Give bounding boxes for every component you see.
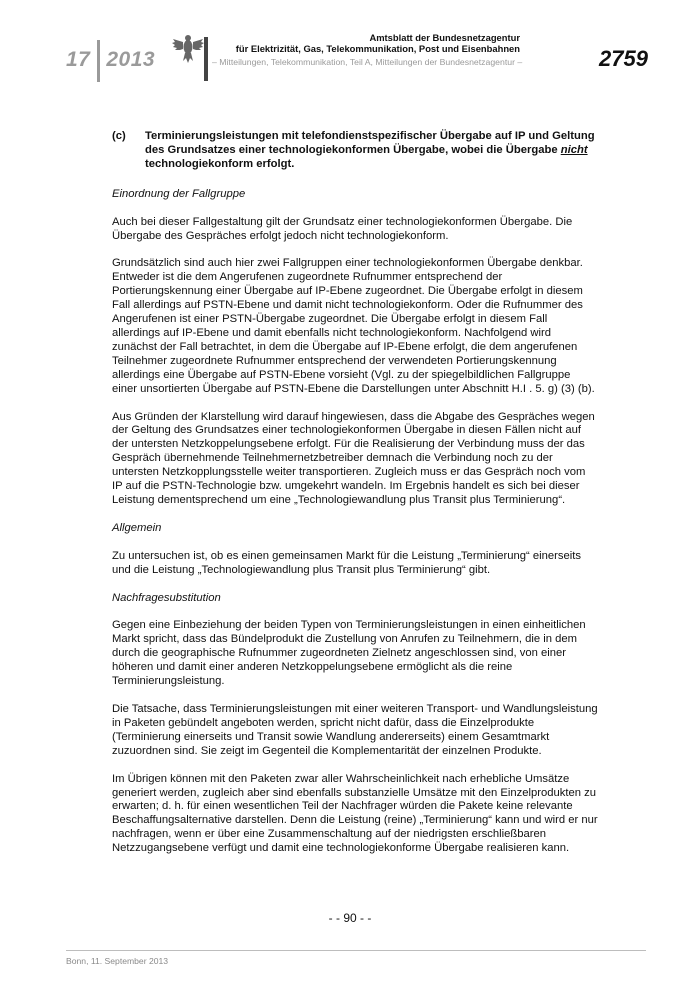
subheading-allgemein: Allgemein bbox=[112, 521, 162, 534]
section-title-emphasis: nicht bbox=[560, 143, 588, 156]
subheading-nachfragesubstitution: Nachfragesubstitution bbox=[112, 591, 221, 604]
paragraph: Die Tatsache, dass Terminierungsleistungen mit einer weiteren Transport- und Wandlungsleistung in Paketen gebündelt angeboten werden, spricht nicht dafür, dass die Einzelprodukte (Terminierung einerseits und Transit sowie Wandlung andererseits) einem Gesamtmarkt zuzuordnen sind. Sie zeigt im Gegenteil die Komplementarität der einzelnen Produkte. bbox=[112, 703, 598, 757]
section-title bbox=[145, 130, 598, 172]
publisher-line-2: für Elektrizität, Gas, Telekommunikation, Post und Eisenbahnen bbox=[235, 43, 520, 54]
paragraph: Aus Gründen der Klarstellung wird darauf hingewiesen, dass die Abgabe des Gespräches wegen der Geltung des Grundsatzes einer technologiekonformen Übergabe in diesen Fällen nicht auf der untersten Netzkoppelungsebene erfolgt. Für die Realisierung der Verbindung muss der das Gespräch übernehmende Teilnehmernetzbetreiber demnach die Verbindung noch zu der untersten Netzkopplungsstelle weiter transportieren. Zugleich muss er das Gespräch noch vom IP auf die PSTN-Technologie bzw. umgekehrt wandeln. Im Ergebnis handelt es sich bei dieser Leistung dementsprechend um eine „Technologiewandlung plus Transit plus Terminierung“. bbox=[112, 410, 595, 506]
paragraph: Im Übrigen können mit den Paketen zwar aller Wahrscheinlichkeit nach erhebliche Umsätze generiert werden, zugleich aber sind ebenfalls substanzielle Umsätze mit den Einzelprodukten zu erwarten; d. h. für einen wesentlichen Teil der Nachfrager würden die Pakete keine relevante Beschaffungsalternative darstellen. Denn die Leistung (reine) „Terminierung“ kann und wird er nur nachfragen, wenn er über eine Zusammenschaltung auf der niedrigsten erschließbaren Netzzugangsebene verfügt und damit eine technologiekonforme Übergabe realisieren kann. bbox=[112, 772, 598, 855]
paragraph: Grundsätzlich sind auch hier zwei Fallgruppen einer technologiekonformen Übergabe denkbar. Entweder ist die dem Angerufenen zugeordnete Rufnummer entsprechend der Portierungskennung einer Übergabe auf IP-Ebene zugeordnet. Die Übergabe erfolgt in diesem Fall allerdings auf PSTN-Ebene und damit nicht technologiekonform. Oder die Rufnummer des Angerufenen ist einer PSTN-Übergabe zugeordnet. Die Übergabe erfolgt in diesem Fall allerdings auf IP-Ebene und damit ebenfalls nicht technologiekonform. Nachfolgend wird zunächst der Fall betrachtet, in dem die Übergabe auf IP-Ebene erfolgt, die dem angerufenen Teilnehmer zugeordnete Rufnummer entsprechend der verwendeten Portierungskennung allerdings eine Übergabe auf PSTN-Ebene vorsieht (Vgl. zu der spiegelbildlichen Fallgruppe einer unsortierten Übergabe auf PSTN-Ebene die Darstellungen unter Abschnitt H.I . 5. g) (3) (b). bbox=[112, 257, 595, 395]
paragraph: Zu untersuchen ist, ob es einen gemeinsamen Markt für die Leistung „Terminierung“ einerseits und die Leistung „Technologiewandlung plus Transit plus Terminierung“ gibt. bbox=[112, 549, 581, 576]
footer-divider bbox=[66, 950, 646, 951]
section-title-part-1: Terminierungsleistungen mit telefondienstspezifischer Übergabe auf IP und Geltung des Grundsatzes einer technologiekonformen Übergabe, wobei die Übergabe bbox=[145, 130, 595, 156]
subheading-einordnung: Einordnung der Fallgruppe bbox=[112, 187, 246, 200]
section-heading bbox=[112, 130, 598, 172]
footer-place-date: Bonn, 11. September 2013 bbox=[66, 956, 169, 966]
header-divider-gray bbox=[97, 40, 100, 82]
section-label: (c) bbox=[112, 130, 126, 142]
issue-year: 2013 bbox=[106, 48, 156, 71]
issue-number: 17 bbox=[66, 48, 91, 71]
issue-label bbox=[66, 48, 155, 72]
header-divider-dark bbox=[204, 37, 208, 81]
paragraph: Gegen eine Einbeziehung der beiden Typen von Terminierungsleistungen in einen einheitlichen Markt spricht, dass das Bündelprodukt die Zustellung von Anrufen zu Teilnehmern, die in dem durch die geographische Rufnummer zugeordneten Zielnetz angeschlossen sind, von einer höheren und damit einer anderen Netzkoppelungsebene ermöglicht als die reine Terminierungsleistung. bbox=[112, 619, 586, 688]
document-body bbox=[112, 130, 598, 870]
page-number: 2759 bbox=[599, 46, 648, 71]
publisher-title bbox=[210, 32, 520, 54]
section-title-part-2: technologiekonform erfolgt. bbox=[145, 157, 295, 170]
publisher-line-1: Amtsblatt der Bundesnetzagentur bbox=[369, 32, 520, 43]
inner-page-number: - - 90 - - bbox=[328, 911, 372, 925]
paragraph: Auch bei dieser Fallgestaltung gilt der Grundsatz einer technologiekonformen Übergabe. Die Übergabe des Gespräches erfolgt jedoch nicht technologiekonform. bbox=[112, 215, 573, 242]
publication-subtitle: – Mitteilungen, Telekommunikation, Teil A, Mitteilungen der Bundesnetzagentur – bbox=[212, 57, 523, 67]
federal-eagle-icon bbox=[170, 30, 206, 66]
